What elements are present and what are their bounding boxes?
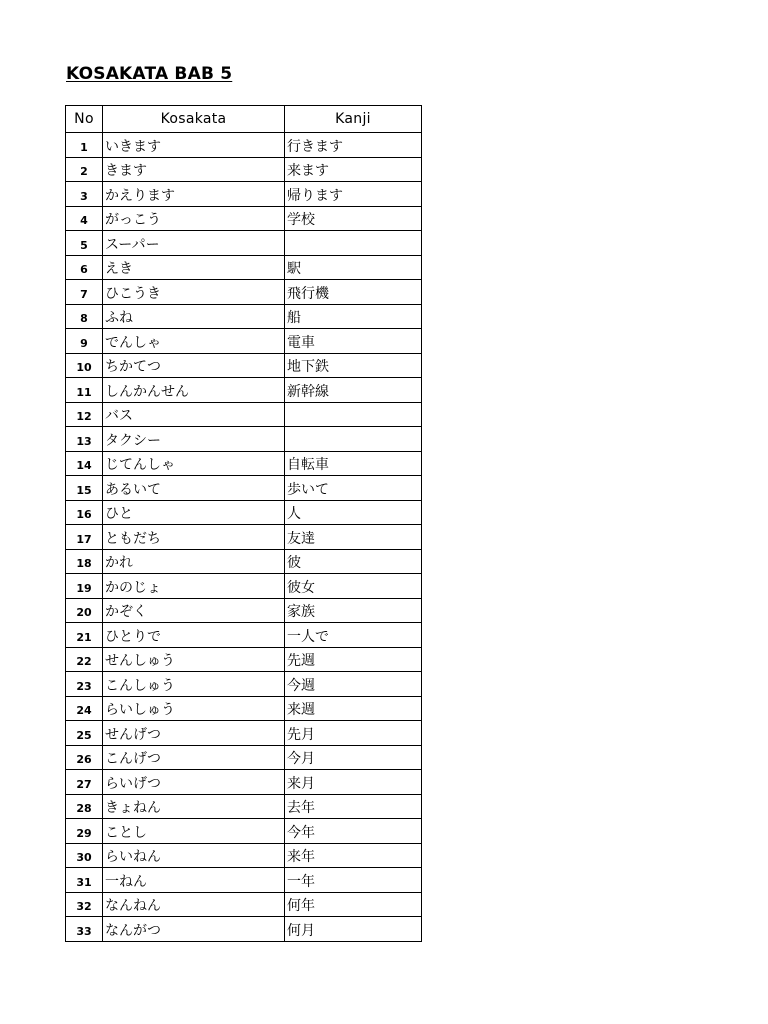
kanji-cell: 何月 [285,917,422,942]
table-row [66,402,422,427]
kanji-cell: 来ます [285,157,422,182]
kosakata-cell: いきます [103,133,285,158]
kosakata-cell: あるいて [103,476,285,501]
row-number-cell: 10 [66,353,103,378]
table-row [66,647,422,672]
kanji-cell: 家族 [285,598,422,623]
kanji-cell: 一年 [285,868,422,893]
table-row [66,819,422,844]
kosakata-cell: こんしゅう [103,672,285,697]
kanji-cell: 地下鉄 [285,353,422,378]
kanji-cell: 去年 [285,794,422,819]
table-row [66,329,422,354]
kosakata-cell: えき [103,255,285,280]
kanji-cell: 一人で [285,623,422,648]
table-row [66,721,422,746]
table-row [66,378,422,403]
table-row [66,280,422,305]
row-number-cell: 5 [66,231,103,256]
kosakata-cell: せんしゅう [103,647,285,672]
kanji-cell: 何年 [285,892,422,917]
row-number-cell: 33 [66,917,103,942]
table-row [66,574,422,599]
kanji-cell: 来月 [285,770,422,795]
table-row [66,476,422,501]
kosakata-cell: らいげつ [103,770,285,795]
table-row [66,525,422,550]
kosakata-cell: かのじょ [103,574,285,599]
kanji-cell: 船 [285,304,422,329]
kosakata-cell: ひとりで [103,623,285,648]
kanji-cell: 新幹線 [285,378,422,403]
kanji-cell: 電車 [285,329,422,354]
kosakata-cell: こんげつ [103,745,285,770]
row-number-cell: 16 [66,500,103,525]
row-number-cell: 11 [66,378,103,403]
row-number-cell: 19 [66,574,103,599]
kanji-cell: 駅 [285,255,422,280]
table-row [66,598,422,623]
table-row [66,157,422,182]
table-header-row [66,106,422,133]
kosakata-cell: バス [103,402,285,427]
kosakata-cell: でんしゃ [103,329,285,354]
kanji-cell: 行きます [285,133,422,158]
kosakata-cell: かれ [103,549,285,574]
kanji-cell: 今月 [285,745,422,770]
table-row [66,917,422,942]
table-row [66,696,422,721]
row-number-cell: 23 [66,672,103,697]
kosakata-cell: じてんしゃ [103,451,285,476]
table-row [66,255,422,280]
row-number-cell: 18 [66,549,103,574]
kosakata-cell: かぞく [103,598,285,623]
kanji-cell: 彼 [285,549,422,574]
kosakata-cell: きょねん [103,794,285,819]
kosakata-cell: ふね [103,304,285,329]
table-row [66,672,422,697]
page-title: KOSAKATA BAB 5 [66,64,233,84]
row-number-cell: 22 [66,647,103,672]
table-row [66,353,422,378]
row-number-cell: 21 [66,623,103,648]
row-number-cell: 13 [66,427,103,452]
kosakata-cell: きます [103,157,285,182]
kosakata-cell: かえります [103,182,285,207]
table-row [66,868,422,893]
row-number-cell: 6 [66,255,103,280]
table-row [66,770,422,795]
kanji-cell: 来週 [285,696,422,721]
row-number-cell: 32 [66,892,103,917]
row-number-cell: 17 [66,525,103,550]
table-row [66,304,422,329]
row-number-cell: 25 [66,721,103,746]
table-row [66,206,422,231]
kosakata-cell: ひこうき [103,280,285,305]
row-number-cell: 15 [66,476,103,501]
kanji-cell [285,231,422,256]
table-row [66,549,422,574]
row-number-cell: 31 [66,868,103,893]
column-header-kanji: Kanji [285,106,422,133]
kosakata-cell: 一ねん [103,868,285,893]
kanji-cell: 帰ります [285,182,422,207]
column-header-no: No [66,106,103,133]
kosakata-cell: ちかてつ [103,353,285,378]
kanji-cell: 今年 [285,819,422,844]
kosakata-cell: しんかんせん [103,378,285,403]
row-number-cell: 7 [66,280,103,305]
kosakata-cell: ともだち [103,525,285,550]
kanji-cell: 今週 [285,672,422,697]
row-number-cell: 9 [66,329,103,354]
row-number-cell: 28 [66,794,103,819]
kanji-cell: 自転車 [285,451,422,476]
column-header-kosakata: Kosakata [103,106,285,133]
kanji-cell: 歩いて [285,476,422,501]
row-number-cell: 26 [66,745,103,770]
kosakata-cell: ことし [103,819,285,844]
kanji-cell [285,402,422,427]
table-row [66,500,422,525]
kanji-cell: 学校 [285,206,422,231]
kosakata-cell: なんねん [103,892,285,917]
table-row [66,451,422,476]
row-number-cell: 20 [66,598,103,623]
table-row [66,182,422,207]
vocabulary-table [65,105,422,942]
kanji-cell: 来年 [285,843,422,868]
kosakata-cell: ひと [103,500,285,525]
row-number-cell: 8 [66,304,103,329]
table-row [66,794,422,819]
kanji-cell: 先月 [285,721,422,746]
kosakata-cell: らいねん [103,843,285,868]
table-row [66,133,422,158]
kosakata-cell: なんがつ [103,917,285,942]
kosakata-cell: がっこう [103,206,285,231]
table-row [66,892,422,917]
kosakata-cell: スーパー [103,231,285,256]
row-number-cell: 24 [66,696,103,721]
kanji-cell [285,427,422,452]
kanji-cell: 友達 [285,525,422,550]
row-number-cell: 27 [66,770,103,795]
row-number-cell: 29 [66,819,103,844]
kanji-cell: 飛行機 [285,280,422,305]
row-number-cell: 3 [66,182,103,207]
table-row [66,427,422,452]
kosakata-cell: タクシー [103,427,285,452]
row-number-cell: 30 [66,843,103,868]
table-row [66,623,422,648]
row-number-cell: 2 [66,157,103,182]
row-number-cell: 4 [66,206,103,231]
table-body [66,133,422,942]
table-row [66,745,422,770]
kanji-cell: 人 [285,500,422,525]
row-number-cell: 12 [66,402,103,427]
row-number-cell: 1 [66,133,103,158]
kosakata-cell: せんげつ [103,721,285,746]
row-number-cell: 14 [66,451,103,476]
kanji-cell: 彼女 [285,574,422,599]
kosakata-cell: らいしゅう [103,696,285,721]
table-row [66,231,422,256]
kanji-cell: 先週 [285,647,422,672]
table-row [66,843,422,868]
